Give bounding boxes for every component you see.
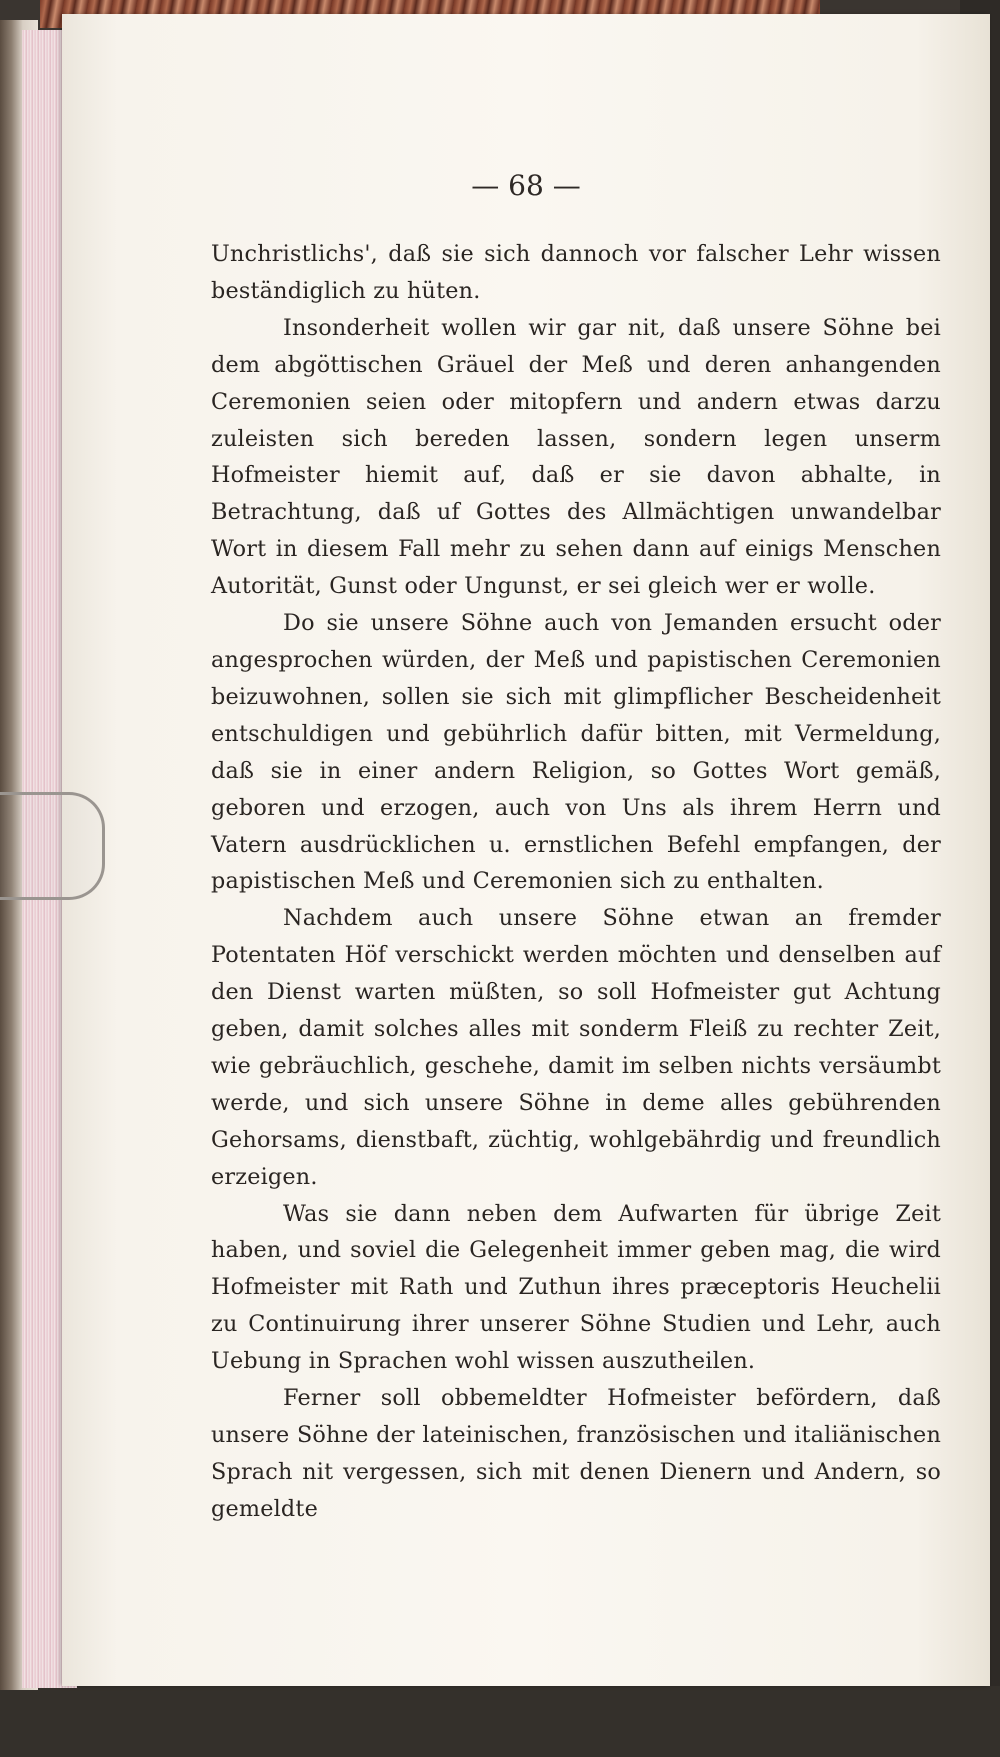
paragraph: Insonderheit wollen wir gar nit, daß unsere Söhne bei dem abgöttischen Gräuel der Meß und deren anhangenden Ceremonien seien oder mitopfern und andern etwas darzu zuleisten sich bereden lassen, sondern legen unserm Hofmeister hiemit auf, daß er sie davon abhalte, in Betrachtung, daß uf Gottes des Allmächtigen unwandelbar Wort in diesem Fall mehr zu sehen dann auf einigs Menschen Autorität, Gunst oder Ungunst, er sei gleich wer er wolle.	[211, 314, 941, 600]
background-bottom	[0, 1686, 1000, 1757]
page-text	[211, 236, 941, 1528]
paragraph: Unchristlichs', daß sie sich dannoch vor falscher Lehr wissen beständiglich zu hüten.	[211, 241, 941, 304]
page-clip	[0, 792, 105, 900]
paragraph: Ferner soll obbemeldter Hofmeister befördern, daß unsere Söhne der lateinischen, französischen und italiänischen Sprach nit vergessen, sich mit denen Dienern und Andern, so gemeldte	[211, 1385, 941, 1522]
paragraph: Nachdem auch unsere Söhne etwan an fremder Potentaten Höf verschickt werden möchten und denselben auf den Dienst warten müßten, so soll Hofmeister gut Achtung geben, damit solches alles mit sonderm Fleiß zu rechter Zeit, wie gebräuchlich, geschehe, damit im selben nichts versäumbt werde, und sich unsere Söhne in deme alles gebührenden Gehorsams, dienstbaft, züchtig, wohlgebährdig und freundlich erzeigen.	[211, 905, 941, 1190]
paragraph: Do sie unsere Söhne auch von Jemanden ersucht oder angesprochen würden, der Meß und papistischen Ceremonien beizuwohnen, sollen sie sich mit glimpflicher Bescheidenheit entschuldigen und gebührlich dafür bitten, mit Vermeldung, daß sie in einer andern Religion, so Gottes Wort gemäß, geboren und erzogen, auch von Uns als ihrem Herrn und Vatern ausdrücklichen u. ernstlichen Befehl empfangen, der papistischen Meß und Ceremonien sich zu enthalten.	[211, 610, 941, 895]
page-number: — 68 —	[471, 169, 581, 202]
paragraph: Was sie dann neben dem Aufwarten für übrige Zeit haben, und soviel die Gelegenheit immer geben mag, die wird Hofmeister mit Rath und Zuthun ihres præceptoris Heuchelii zu Continuirung ihrer unserer Söhne Studien und Lehr, auch Uebung in Sprachen wohl wissen auszutheilen.	[211, 1200, 941, 1375]
